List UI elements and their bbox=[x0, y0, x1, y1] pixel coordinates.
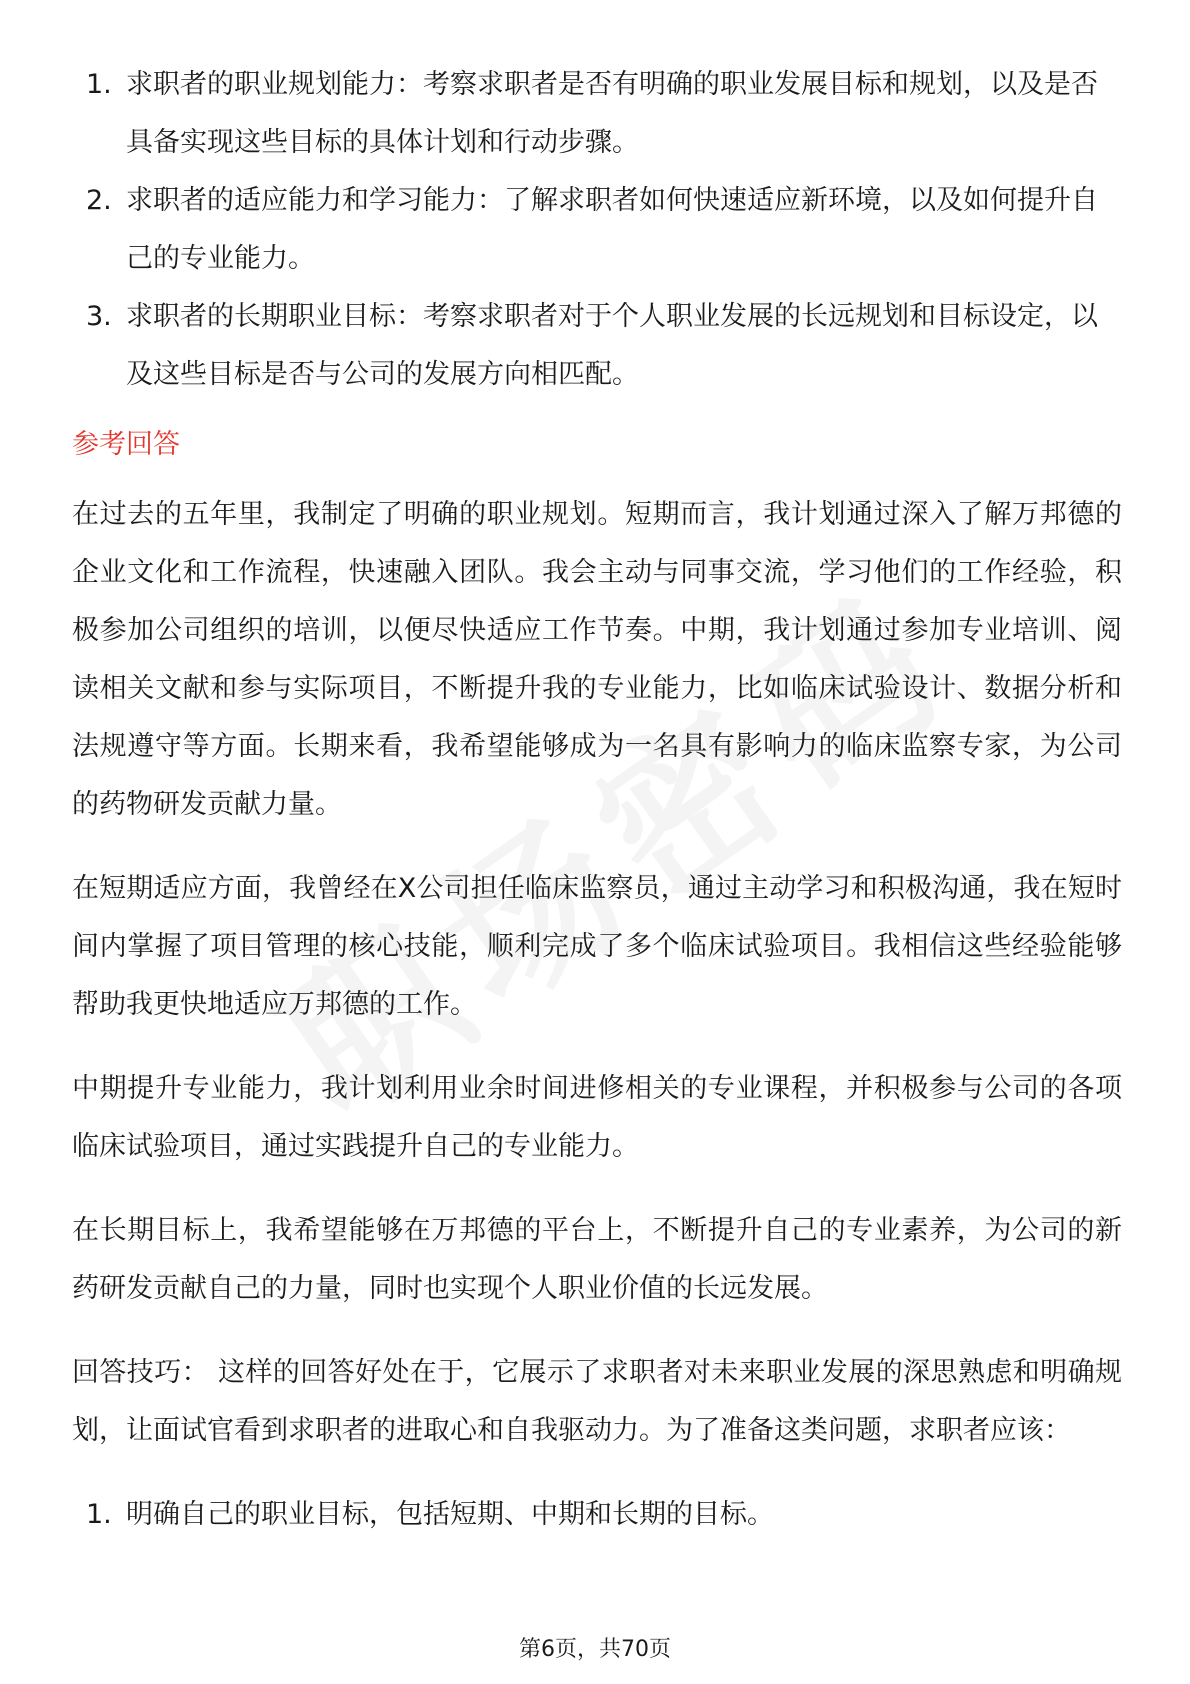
paragraph: 在长期目标上，我希望能够在万邦德的平台上，不断提升自己的专业素养，为公司的新药研发贡献自己的力量，同时也实现个人职业价值的长远发展。 bbox=[72, 1215, 1122, 1304]
list-item bbox=[72, 1486, 1122, 1544]
list-number: 1. bbox=[86, 1499, 112, 1530]
list-number: 1. bbox=[86, 69, 112, 100]
paragraph: 在短期适应方面，我曾经在X公司担任临床监察员，通过主动学习和积极沟通，我在短时间内掌握了项目管理的核心技能，顺利完成了多个临床试验项目。我相信这些经验能够帮助我更快地适应万邦德的工作。 bbox=[72, 873, 1122, 1020]
section-heading: 参考回答 bbox=[72, 429, 180, 460]
list-text: 求职者的职业规划能力：考察求职者是否有明确的职业发展目标和规划，以及是否具备实现这些目标的具体计划和行动步骤。 bbox=[126, 69, 1098, 158]
tips-list bbox=[72, 1486, 1122, 1544]
page-footer: 第6页，共70页 bbox=[519, 1637, 671, 1662]
list-number: 2. bbox=[86, 185, 112, 216]
criteria-list bbox=[72, 56, 1122, 404]
list-text: 求职者的适应能力和学习能力：了解求职者如何快速适应新环境，以及如何提升自己的专业能力。 bbox=[126, 185, 1098, 274]
answer-tips-paragraph: 回答技巧： 这样的回答好处在于，它展示了求职者对未来职业发展的深思熟虑和明确规划，让面试官看到求职者的进取心和自我驱动力。为了准备这类问题，求职者应该： bbox=[72, 1357, 1122, 1446]
page-content bbox=[72, 56, 1122, 1544]
list-item bbox=[72, 56, 1122, 172]
list-item bbox=[72, 288, 1122, 404]
paragraph: 中期提升专业能力，我计划利用业余时间进修相关的专业课程，并积极参与公司的各项临床试验项目，通过实践提升自己的专业能力。 bbox=[72, 1073, 1122, 1162]
paragraph: 在过去的五年里，我制定了明确的职业规划。短期而言，我计划通过深入了解万邦德的企业文化和工作流程，快速融入团队。我会主动与同事交流，学习他们的工作经验，积极参加公司组织的培训，以便尽快适应工作节奏。中期，我计划通过参加专业培训、阅读相关文献和参与实际项目，不断提升我的专业能力，比如临床试验设计、数据分析和法规遵守等方面。长期来看，我希望能够成为一名具有影响力的临床监察专家，为公司的药物研发贡献力量。 bbox=[72, 499, 1122, 820]
list-number: 3. bbox=[86, 301, 112, 332]
list-text: 明确自己的职业目标，包括短期、中期和长期的目标。 bbox=[126, 1499, 774, 1530]
list-item bbox=[72, 172, 1122, 288]
list-text: 求职者的长期职业目标：考察求职者对于个人职业发展的长远规划和目标设定，以及这些目标是否与公司的发展方向相匹配。 bbox=[126, 301, 1098, 390]
